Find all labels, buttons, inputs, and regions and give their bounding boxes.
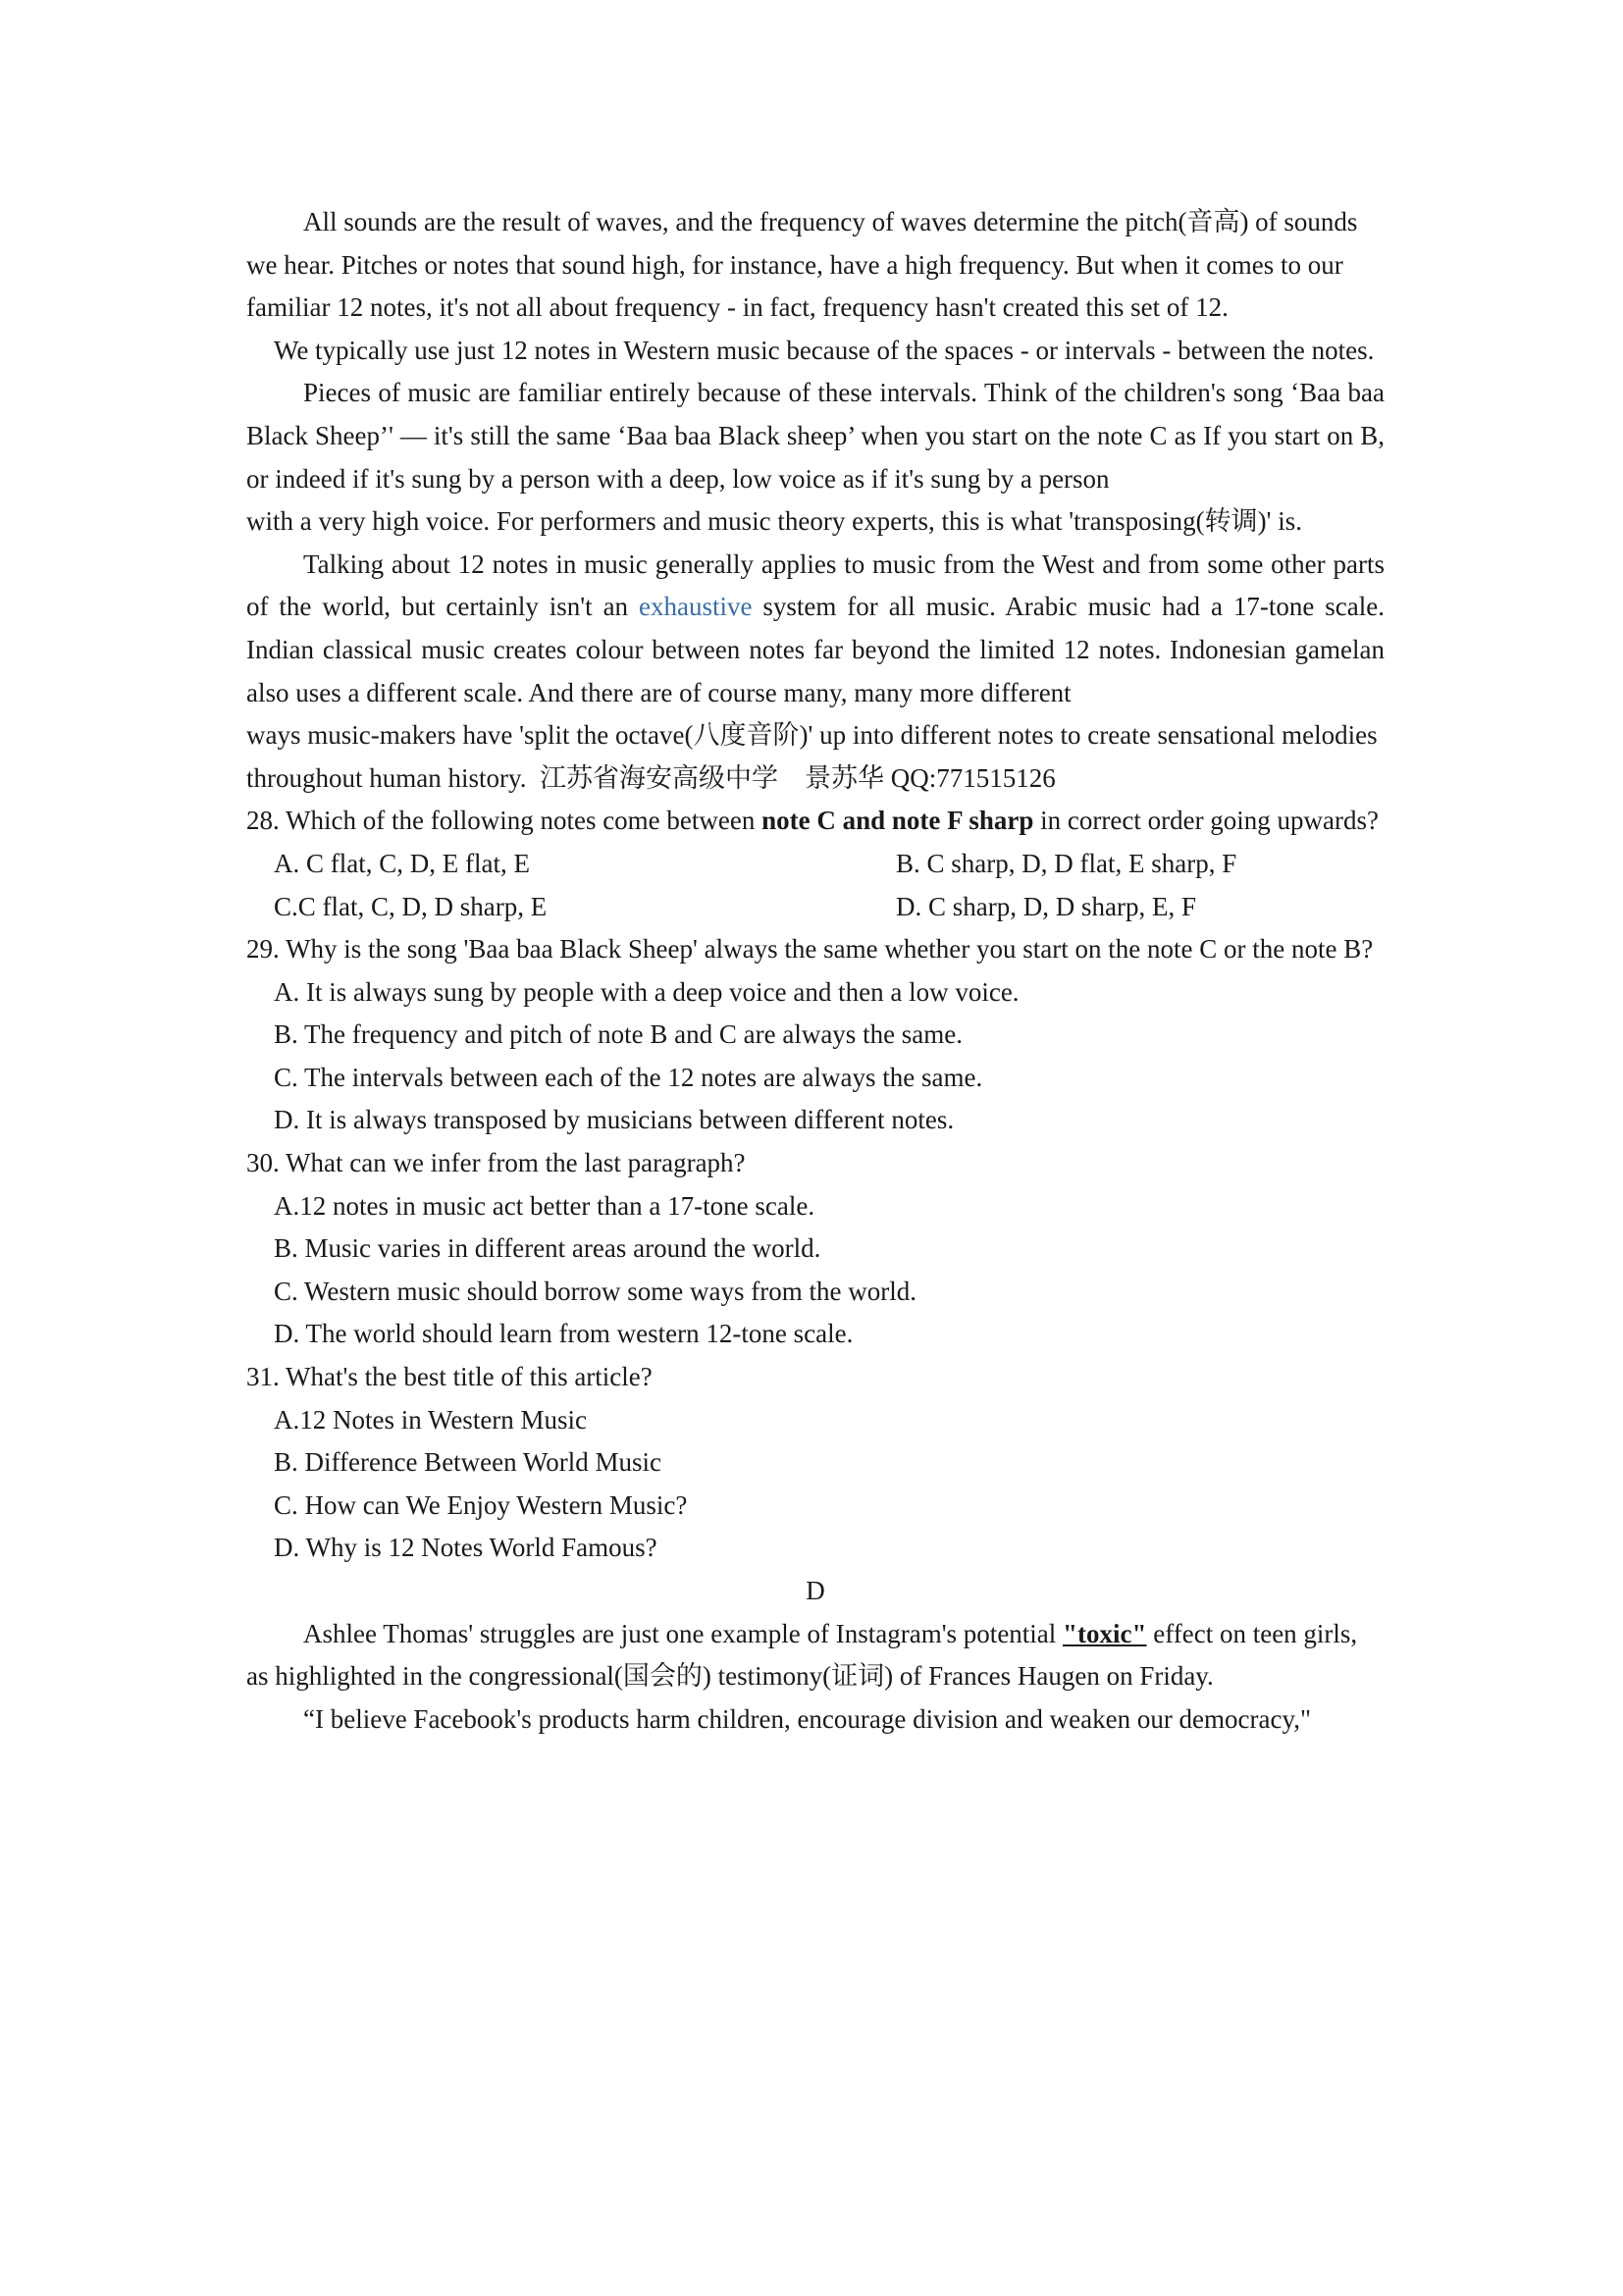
question-28-options-row-2 [246, 886, 1385, 929]
question-31: 31. What's the best title of this article? [246, 1362, 653, 1392]
question-28-key-phrase: note C and note F sharp [761, 806, 1034, 836]
option-30-b[interactable]: B. Music varies in different areas around the world. [274, 1233, 821, 1264]
option-31-b[interactable]: B. Difference Between World Music [274, 1447, 661, 1478]
passage-paragraph-4a [246, 544, 1385, 714]
option-29-c[interactable]: C. The intervals between each of the 12 notes are always the same. [274, 1062, 983, 1092]
question-28-options-row-1 [246, 843, 1385, 886]
passage-paragraph-3b: with a very high voice. For performers and music theory experts, this is what 'transposing(转调)' is. [246, 506, 1303, 537]
option-30-a[interactable]: A.12 notes in music act better than a 17-tone scale. [274, 1190, 815, 1221]
section-d-paragraph-1-start: Ashlee Thomas' struggles are just one example of Instagram's potential [303, 1618, 1064, 1648]
option-29-a[interactable]: A. It is always sung by people with a deep voice and then a low voice. [274, 976, 1020, 1007]
option-29-d[interactable]: D. It is always transposed by musicians between different notes. [274, 1105, 955, 1135]
question-28 [246, 800, 1385, 843]
section-d-paragraph-1 [246, 1613, 1385, 1698]
option-31-c[interactable]: C. How can We Enjoy Western Music? [274, 1489, 688, 1520]
paragraph-4a-text-end: system for all music. Arabic music had a 17-tone scale. Indian classical music creates colour between notes far beyond the limited 12 notes. Indonesian gamelan also uses a different scale. And there are of course many, many more different [246, 592, 1385, 707]
question-30: 30. What can we infer from the last paragraph? [246, 1148, 746, 1178]
option-28-d[interactable]: D. C sharp, D, D sharp, E, F [896, 891, 1196, 921]
option-30-c[interactable]: C. Western music should borrow some ways from the world. [274, 1276, 916, 1306]
exhaustive-word: exhaustive [638, 592, 753, 622]
option-31-a[interactable]: A.12 Notes in Western Music [274, 1404, 588, 1435]
passage-paragraph-4b [246, 714, 1385, 800]
option-31-d[interactable]: D. Why is 12 Notes World Famous? [274, 1533, 657, 1563]
toxic-word: "toxic" [1063, 1618, 1147, 1648]
option-29-b[interactable]: B. The frequency and pitch of note B and C are always the same. [274, 1019, 964, 1050]
question-28-stem-end: in correct order going upwards? [1033, 806, 1380, 836]
section-d-paragraph-1-end: effect on teen girls, as highlighted in the congressional(国会的) testimony(证词) of Frances Haugen on Friday. [246, 1618, 1358, 1692]
question-28-stem-start: 28. Which of the following notes come between [246, 806, 762, 836]
passage-paragraph-3a: Pieces of music are familiar entirely because of these intervals. Think of the children's song ‘Baa baa Black Sheep’' — it's still the same ‘Baa baa Black sheep’ when you start on the note C as If you start on B, or indeed if it's sung by a person with a deep, low voice as if it's sung by a person [246, 378, 1385, 494]
option-28-a[interactable]: A. C flat, C, D, E flat, E [274, 848, 530, 878]
paragraph-4b-text: ways music-makers have 'split the octave(八度音阶)' up into different notes to create sensational melodies throughout human history. [246, 720, 1378, 793]
option-30-d[interactable]: D. The world should learn from western 12-tone scale. [274, 1319, 854, 1349]
question-29: 29. Why is the song 'Baa baa Black Sheep' always the same whether you start on the note C or the note B? [246, 934, 1374, 965]
source-note: 江苏省海安高级中学 景苏华 QQ:771515126 [539, 762, 1056, 793]
passage-paragraph-1: All sounds are the result of waves, and the frequency of waves determine the pitch(音高) of sounds we hear. Pitches or notes that sound high, for instance, have a high frequency. But when it comes to our familiar 12 notes, it's not all about frequency - in fact, frequency hasn't created this set of 12. [246, 207, 1358, 323]
option-28-c[interactable]: C.C flat, C, D, D sharp, E [274, 891, 548, 921]
passage-paragraph-2: We typically use just 12 notes in Western music because of the spaces - or intervals - between the notes. [274, 335, 1375, 365]
exam-content [246, 201, 1385, 1741]
section-d-heading: D [806, 1576, 825, 1605]
section-d-paragraph-2: “I believe Facebook's products harm children, encourage division and weaken our democracy," [303, 1703, 1312, 1734]
option-28-b[interactable]: B. C sharp, D, D flat, E sharp, F [896, 848, 1237, 878]
paragraph-4a-text: Talking about 12 notes in music generally applies to music from the West and from some other parts of the world, but certainly isn't an [246, 548, 1385, 622]
